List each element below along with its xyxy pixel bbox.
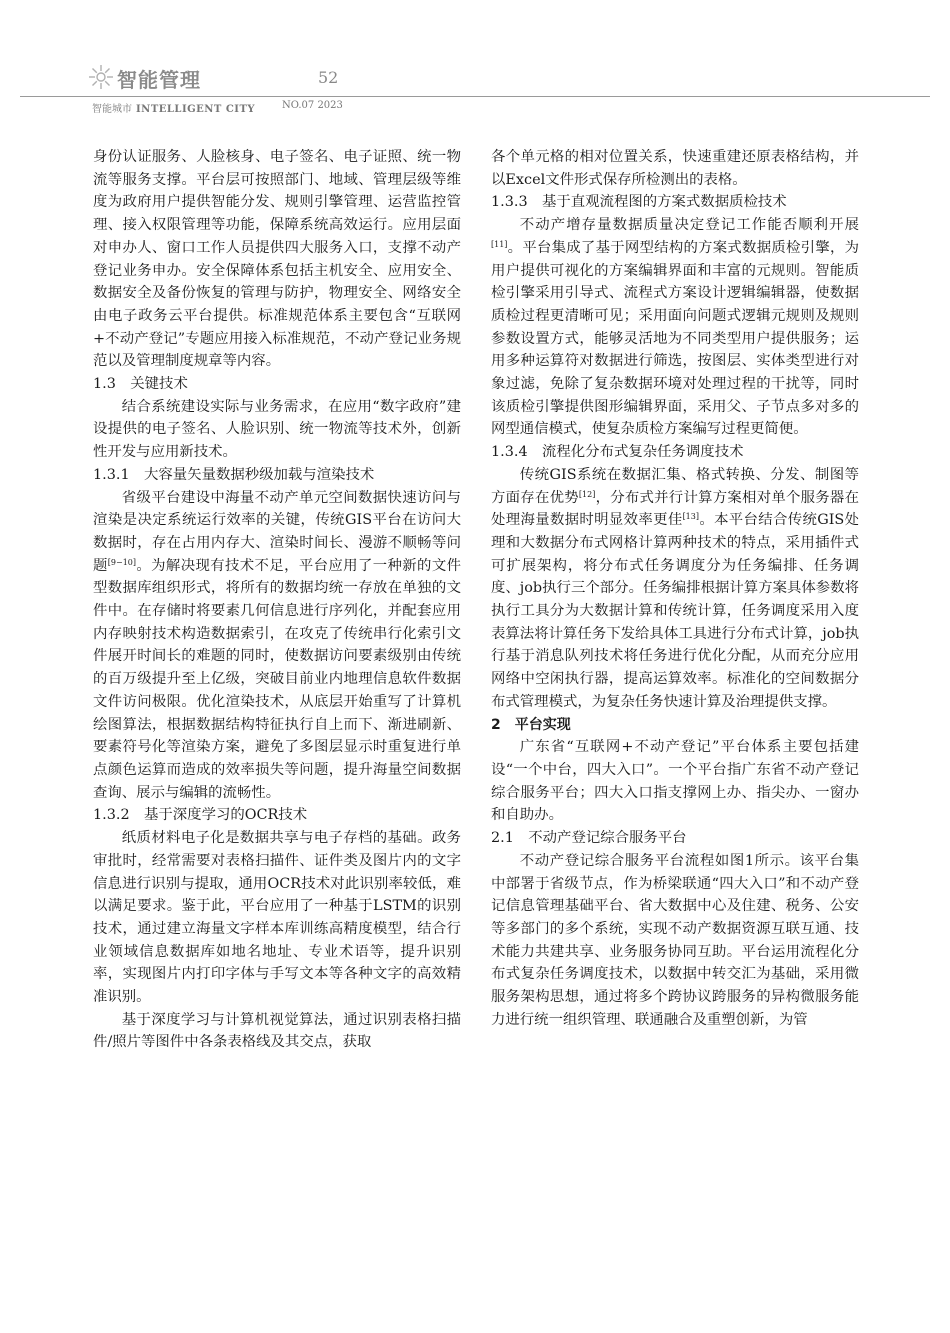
paragraph [491,214,859,441]
page-header [0,0,950,130]
section-heading-1-3-1: 1.3.1 大容量矢量数据秒级加载与渲染技术 [93,466,375,483]
citation-ref: [13] [682,512,699,522]
section-heading-1-3: 1.3 关键技术 [93,376,188,393]
paragraph: 基于深度学习与计算机视觉算法，通过识别表格扫描件/照片等图件中各条表格线及其交点，获取 [93,1011,461,1051]
paragraph-text: 传统GIS系统在数据汇集、格式转换、分发、制图等方面存在优势 [491,466,859,506]
paragraph-text: ，分布式并行计算方案相对单个服务器在处理海量数据时明显效率更佳 [491,489,859,529]
header-divider [20,96,930,97]
paragraph-text: 。为解决现有技术不足，平台应用了一种新的文件型数据库组织形式，将所有的数据均统一存放在单独的文件中。在存储时将要素几何信息进行序列化，并配套应用内存映射技术构造数据索引，在攻克了传统串行化索引文件展开时间长的难题的同时，使数据访问要素级别由传统的百万级提升至上亿级，突破目前业内地理信息软件数据文件访问极限。优化渲染技术，从底层开始重写了计算机绘图算法，根据数据结构特征执行自上而下、渐进刷新、要素符号化等渲染方案，避免了多图层显示时重复进行单点颜色运算而造成的效率损失等问题，提升海量空间数据查询、展示与编辑的流畅性。 [93,557,461,801]
section-heading-1-3-2: 1.3.2 基于深度学习的OCR技术 [93,807,308,824]
paragraph-text: 。平台集成了基于网型结构的方案式数据质检引擎，为用户提供可视化的方案编辑界面和丰富的元规则。智能质检引擎采用引导式、流程式方案设计逻辑编辑器，使数据质检过程更清晰可见；采用面向问题式逻辑元规则及规则参数设置方式，能够灵活地为不同类型用户提供服务；运用多种运算符对数据进行筛选，按图层、实体类型进行对象过滤，免除了复杂数据环境对处理过程的干扰等，同时该质检引擎提供图形编辑界面，采用父、子节点多对多的网型通信模式，使复杂质检方案编写过程更简便。 [491,239,859,438]
paragraph: 结合系统建设实际与业务需求，在应用“数字政府”建设提供的电子签名、人脸识别、统一物流等技术外，创新性开发与应用新技术。 [93,398,461,461]
section-heading-1-3-3: 1.3.3 基于直观流程图的方案式数据质检技术 [491,194,787,211]
section-brand: 智能管理 [117,68,201,92]
paragraph: 不动产登记综合服务平台流程如图1所示。该平台集中部署于省级节点，作为桥梁联通“四大入口”和不动产登记信息管理基础平台、省大数据中心及住建、税务、公安等多部门的多个系统，实现不动产数据资源互联互通、技术能力共建共享、业务服务协同互助。平台运用流程化分布式复杂任务调度技术，以数据中转交汇为基础，采用微服务架构思想，通过将多个跨协议跨服务的异构微服务能力进行统一组织管理、联通融合及重塑创新，为管 [491,852,859,1028]
journal-name-cn: 智能城市 [92,104,132,115]
paragraph-text: 不动产增存量数据质量决定登记工作能否顺利开展 [519,217,859,234]
left-column [93,146,461,1054]
journal-name [92,100,255,115]
section-heading-1-3-4: 1.3.4 流程化分布式复杂任务调度技术 [491,444,744,461]
paragraph: 各个单元格的相对位置关系，快速重建还原表格结构，并以Excel文件形式保存所检测出的表格。 [491,149,859,188]
paragraph [93,487,461,805]
citation-ref: [9−10] [107,557,136,567]
journal-name-en: INTELLIGENT CITY [136,104,256,115]
section-heading-2-1: 2.1 不动产登记综合服务平台 [491,830,687,847]
citation-ref: [12] [578,489,596,499]
page-number: 52 [318,68,339,87]
citation-ref: [11] [491,239,508,249]
paragraph: 广东省“互联网+不动产登记”平台体系主要包括建设“一个中台，四大入口”。一个平台指广东省不动产登记综合服务平台；四大入口指支撑网上办、指尖办、一窗办和自助办。 [491,739,859,824]
paragraph: 纸质材料电子化是数据共享与电子存档的基础。政务审批时，经常需要对表格扫描件、证件类及图片内的文字信息进行识别与提取，通用OCR技术对此识别率较低，难以满足要求。鉴于此，平台应用了一种基于LSTM的识别技术，通过建立海量文字样本库训练高精度模型，结合行业领域信息数据库如地名地址、专业术语等，提升识别率，实现图片内打印字体与手写文本等各种文字的高效精准识别。 [93,830,461,1006]
issue-number: NO.07 2023 [282,100,343,111]
paragraph-text: 。本平台结合传统GIS处理和大数据分布式网格计算两种技术的特点，采用插件式可扩展架构，将分布式任务调度分为任务编排、任务调度、job执行三个部分。任务编排根据计算方案具体参数将执行工具分为大数据计算和传统计算，任务调度采用入度表算法将计算任务下发给具体工具进行分布式计算，job执行基于消息队列技术将任务进行优化分配，从而充分应用网络中空闲执行器，提高运算效率。标准化的空间数据分布式管理模式，为复杂任务快速计算及治理提供支撑。 [491,512,859,710]
section-heading-2: 2 平台实现 [491,716,571,733]
paragraph-text: 省级平台建设中海量不动产单元空间数据快速访问与渲染是决定系统运行效率的关键，传统GIS平台在访问大数据时，存在占用内存大、渲染时间长、漫游不顺畅等问题 [93,489,461,574]
gear-flower-icon [88,64,114,90]
right-column [491,146,859,1031]
paragraph: 身份认证服务、人脸核身、电子签名、电子证照、统一物流等服务支撑。平台层可按照部门、地域、管理层级等维度为政府用户提供智能分发、规则引擎管理、运营监控管理、接入权限管理等功能，保障系统高效运行。应用层面对申办人、窗口工作人员提供四大服务入口，支撑不动产登记业务申办。安全保障体系包括主机安全、应用安全、数据安全及备份恢复的管理与防护，物理安全、网络安全由电子政务云平台提供。标准规范体系主要包含“互联网+不动产登记”专题应用接入标准规范，不动产登记业务规范以及管理制度规章等内容。 [93,149,461,370]
paragraph [491,464,859,714]
